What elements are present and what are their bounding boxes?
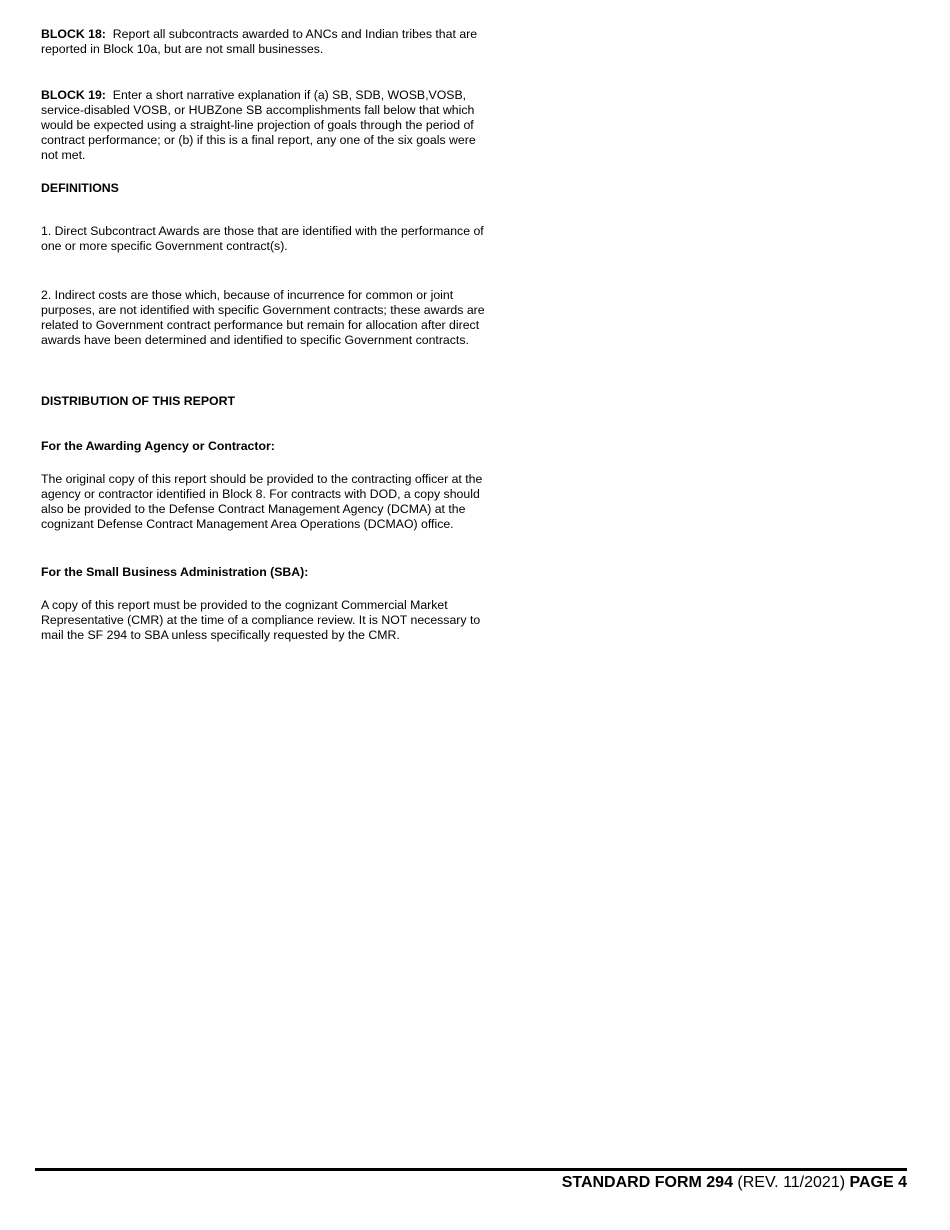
sba-heading: For the Small Business Administration (SBA): [41, 565, 309, 579]
page-content [41, 27, 493, 643]
sba-text: A copy of this report must be provided to the cognizant Commercial Market Representative (CMR) at the time of a compliance review. It is NOT necessary to mail the SF 294 to SBA unless specifically requested by the CMR. [41, 598, 481, 642]
block-18-paragraph [41, 27, 493, 57]
footer-divider [35, 1168, 907, 1171]
form-footer [562, 1173, 907, 1193]
block-18-label: BLOCK 18: [41, 27, 106, 41]
distribution-heading: DISTRIBUTION OF THIS REPORT [41, 394, 236, 408]
block-19-text: Enter a short narrative explanation if (a) SB, SDB, WOSB,VOSB, service-disabled VOSB, or HUBZone SB accomplishments fall below that which would be expected using a straight-line projection of goals through the period of contract performance; or (b) if this is a final report, any one of the six goals were not met. [41, 88, 476, 162]
definitions-heading: DEFINITIONS [41, 181, 119, 195]
awarding-agency-heading: For the Awarding Agency or Contractor: [41, 439, 275, 453]
block-18-text: Report all subcontracts awarded to ANCs and Indian tribes that are reported in Block 10a, but are not small businesses. [41, 27, 478, 56]
block-19-label: BLOCK 19: [41, 88, 106, 102]
form-name: STANDARD FORM 294 [561, 1174, 733, 1191]
definition-item-2: 2. Indirect costs are those which, because of incurrence for common or joint purposes, are not identified with specific Government contracts; these awards are related to Government contract performance but remain for allocation after direct awards have been determined and identified to specific Government contracts. [41, 288, 485, 347]
page-number: PAGE 4 [849, 1174, 907, 1191]
block-19-paragraph [41, 88, 493, 163]
definition-item-1: 1. Direct Subcontract Awards are those that are identified with the performance of one or more specific Government contract(s). [41, 224, 484, 253]
form-revision: (REV. 11/2021) [737, 1174, 846, 1191]
awarding-agency-text: The original copy of this report should be provided to the contracting officer at the agency or contractor identified in Block 8. For contracts with DOD, a copy should also be provided to the Defense Contract Management Agency (DCMA) at the cognizant Defense Contract Management Area Operations (DCMAO) office. [41, 472, 483, 531]
